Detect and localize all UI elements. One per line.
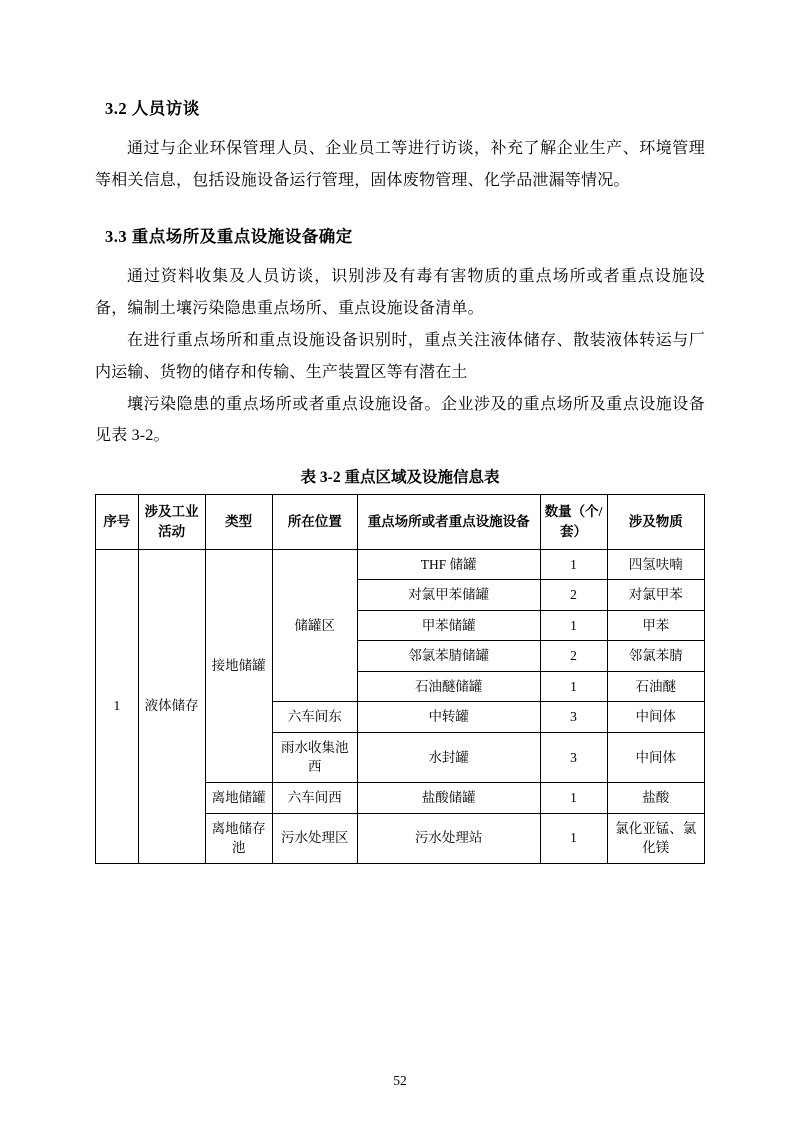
cell-facility: 对氯甲苯储罐 [357,580,540,611]
section-3-2-body [95,133,705,197]
cell-facility: 水封罐 [357,732,540,782]
cell-quantity: 1 [540,783,607,814]
cell-type: 离地储存池 [205,813,272,863]
cell-type: 离地储罐 [205,783,272,814]
page-number: 52 [393,1073,407,1088]
table-header-cell-location: 所在位置 [272,495,357,549]
cell-location: 雨水收集池西 [272,732,357,782]
cell-facility: 盐酸储罐 [357,783,540,814]
section-3-3-body [95,261,705,451]
cell-facility: 污水处理站 [357,813,540,863]
section-heading-3-2: 3.2 人员访谈 [105,99,200,118]
paragraph: 在进行重点场所和重点设施设备识别时，重点关注液体储存、散装液体转运与厂内运输、货物的储存和传输、生产装置区等有潜在土 [95,332,705,381]
cell-activity: 液体储存 [138,549,205,863]
table-header-cell-seq: 序号 [96,495,139,549]
cell-type: 接地储罐 [205,549,272,783]
cell-substance: 中间体 [607,732,704,782]
cell-substance: 甲苯 [607,610,704,641]
cell-substance: 氯化亚锰、氯化镁 [607,813,704,863]
cell-substance: 石油醚 [607,671,704,702]
key-areas-facilities-table [95,494,705,863]
cell-quantity: 2 [540,580,607,611]
cell-facility: 石油醚储罐 [357,671,540,702]
table-caption: 表 3-2 重点区域及设施信息表 [300,469,500,487]
table-header-cell-facility: 重点场所或者重点设施设备 [357,495,540,549]
cell-quantity: 2 [540,641,607,672]
table-header-cell-type: 类型 [205,495,272,549]
cell-quantity: 3 [540,732,607,782]
cell-substance: 邻氯苯腈 [607,641,704,672]
paragraph: 通过资料收集及人员访谈，识别涉及有毒有害物质的重点场所或者重点设施设备，编制土壤污染隐患重点场所、重点设施设备清单。 [95,268,705,317]
table-header-cell-activity: 涉及工业活动 [138,495,205,549]
cell-seq: 1 [96,549,139,863]
table-row [96,549,705,580]
paragraph: 通过与企业环保管理人员、企业员工等进行访谈，补充了解企业生产、环境管理等相关信息，包括设施设备运行管理，固体废物管理、化学品泄漏等情况。 [95,140,705,189]
cell-location: 六车间西 [272,783,357,814]
cell-substance: 中间体 [607,702,704,733]
paragraph: 壤污染隐患的重点场所或者重点设施设备。企业涉及的重点场所及重点设施设备见表 3-2。 [95,396,705,445]
cell-substance: 对氯甲苯 [607,580,704,611]
cell-substance: 盐酸 [607,783,704,814]
cell-facility: 甲苯储罐 [357,610,540,641]
cell-location: 污水处理区 [272,813,357,863]
cell-substance: 四氢呋喃 [607,549,704,580]
cell-quantity: 1 [540,549,607,580]
cell-quantity: 3 [540,702,607,733]
table-header-row [96,495,705,549]
cell-quantity: 1 [540,813,607,863]
cell-facility: 中转罐 [357,702,540,733]
table-header-cell-quantity: 数量（个/套） [540,495,607,549]
cell-location: 储罐区 [272,549,357,702]
cell-quantity: 1 [540,610,607,641]
cell-facility: THF 储罐 [357,549,540,580]
table-header-cell-substance: 涉及物质 [607,495,704,549]
cell-quantity: 1 [540,671,607,702]
cell-facility: 邻氯苯腈储罐 [357,641,540,672]
cell-location: 六车间东 [272,702,357,733]
section-heading-3-3: 3.3 重点场所及重点设施设备确定 [105,227,353,246]
